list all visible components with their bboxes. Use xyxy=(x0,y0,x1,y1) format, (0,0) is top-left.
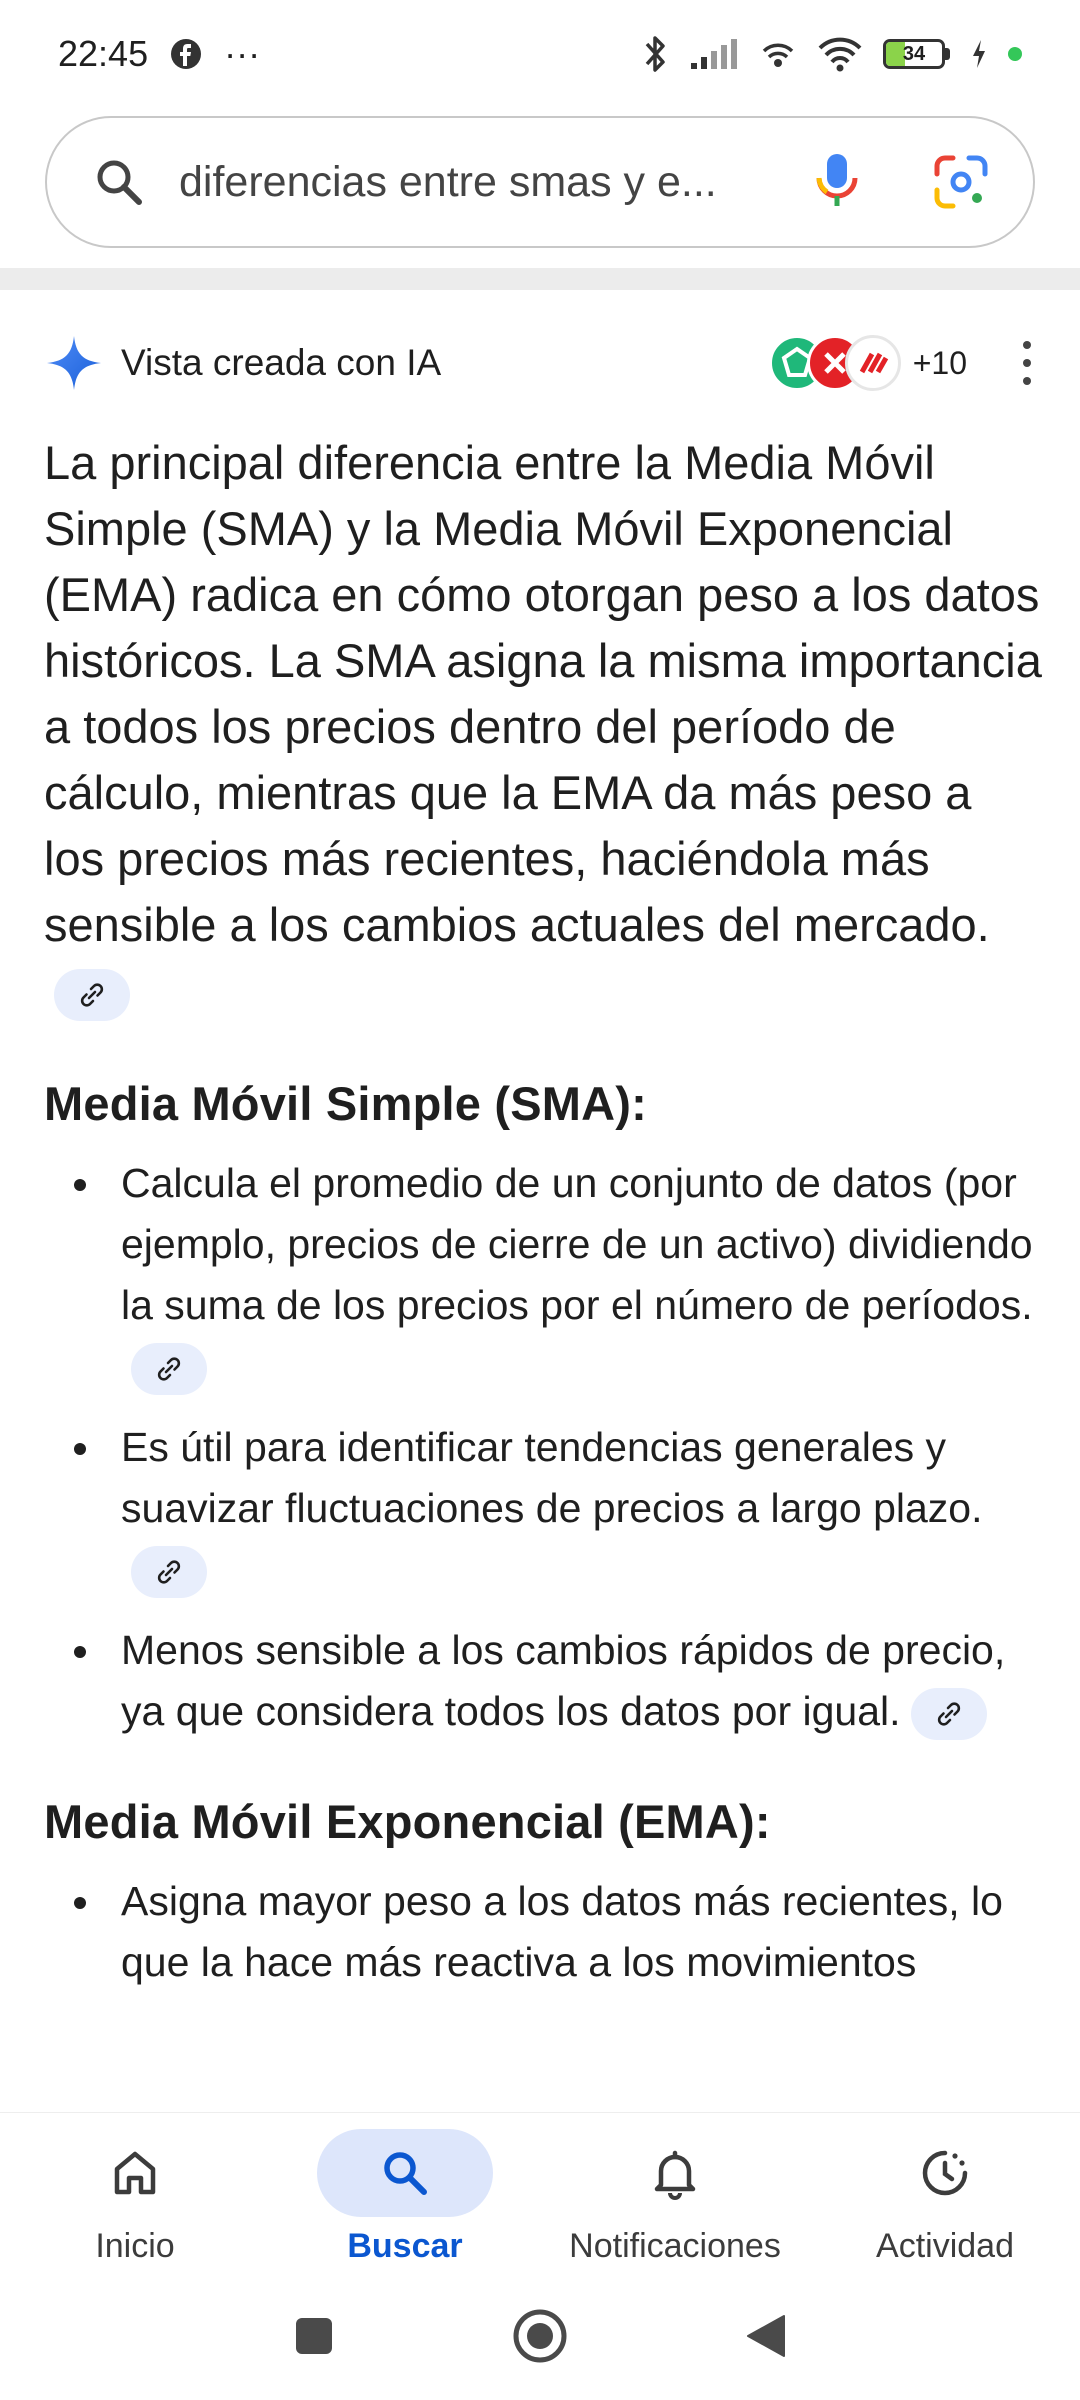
more-dot xyxy=(1023,377,1031,385)
intro-text: La principal diferencia entre la Media Móvil Simple (SMA) y la Media Móvil Exponencial (EMA) radica en cómo otorgan peso a los datos históricos. La SMA asigna la misma importancia a todos los precios dentro del período de cálculo, mientras que la EMA da más peso a los precios más recientes, haciéndola más sensible a los cambios actuales del mercado. xyxy=(44,436,1042,951)
nav-item-buscar[interactable] xyxy=(270,2113,540,2272)
bullet-text: Calcula el promedio de un conjunto de datos (por ejemplo, precios de cierre de un activo) dividiendo la suma de los precios por el número de períodos. xyxy=(121,1160,1033,1328)
source-logo-icon xyxy=(856,346,890,380)
square-icon xyxy=(294,2316,334,2356)
more-dot xyxy=(1023,341,1031,349)
more-dot xyxy=(1023,359,1031,367)
bullet-text: Menos sensible a los cambios rápidos de precio, ya que considera todos los datos por igual. xyxy=(121,1627,1006,1734)
facebook-icon xyxy=(170,38,202,70)
list-item xyxy=(44,1153,1044,1397)
link-icon xyxy=(934,1699,964,1729)
home-icon xyxy=(107,2145,163,2201)
link-icon xyxy=(154,1354,184,1384)
list-item xyxy=(44,1417,1044,1600)
section-divider xyxy=(0,268,1080,290)
status-bar xyxy=(0,0,1080,108)
more-notifications-icon: ··· xyxy=(224,33,261,74)
nav-item-inicio[interactable] xyxy=(0,2113,270,2272)
nav-label[interactable]: Inicio xyxy=(95,2227,175,2265)
recents-button[interactable] xyxy=(286,2308,342,2364)
bullet-text: Es útil para identificar tendencias generales y suavizar fluctuaciones de precios a largo plazo. xyxy=(121,1424,983,1531)
triangle-back-icon xyxy=(744,2312,788,2360)
charging-icon xyxy=(970,38,988,70)
nav-icon-wrap[interactable] xyxy=(317,2129,493,2217)
source-count[interactable]: +10 xyxy=(912,344,967,381)
section-title-sma: Media Móvil Simple (SMA): xyxy=(44,1077,647,1130)
status-left xyxy=(58,33,260,75)
sma-bullet-list xyxy=(44,1153,1044,1742)
battery-tip xyxy=(945,48,950,60)
ema-bullet-list xyxy=(44,1871,1044,1993)
battery-body xyxy=(883,39,945,69)
source-link-button[interactable] xyxy=(911,1688,987,1740)
google-lens-icon[interactable] xyxy=(931,152,991,212)
ai-overview-title: Vista creada con IA xyxy=(121,342,442,383)
battery-indicator xyxy=(883,39,950,69)
nav-icon-wrap[interactable] xyxy=(857,2129,1033,2217)
source-link-button[interactable] xyxy=(131,1343,207,1395)
bell-icon xyxy=(647,2145,703,2201)
search-icon[interactable] xyxy=(91,154,147,210)
more-options-button[interactable] xyxy=(1019,341,1035,385)
wifi-icon xyxy=(817,36,863,72)
list-item xyxy=(44,1620,1044,1742)
bottom-navigation xyxy=(0,2112,1080,2272)
nav-item-notificaciones[interactable] xyxy=(540,2113,810,2272)
nav-label[interactable]: Buscar xyxy=(347,2227,463,2265)
status-right xyxy=(641,34,1022,74)
search-query[interactable]: diferencias entre smas y e... xyxy=(179,157,717,206)
source-link-button[interactable] xyxy=(54,969,130,1021)
circle-icon xyxy=(512,2308,568,2364)
search-header xyxy=(0,108,1080,268)
bluetooth-icon xyxy=(641,34,669,74)
ai-overview-intro xyxy=(44,430,1044,1024)
gemini-sparkle-icon xyxy=(45,334,103,392)
source-link-button[interactable] xyxy=(131,1546,207,1598)
system-navigation xyxy=(0,2272,1080,2400)
hotspot-icon xyxy=(759,35,797,73)
status-time: 22:45 xyxy=(58,33,149,74)
link-icon xyxy=(77,980,107,1010)
activity-icon xyxy=(917,2145,973,2201)
microphone-icon[interactable] xyxy=(809,150,865,214)
source-favicon-3[interactable] xyxy=(845,335,901,391)
link-icon xyxy=(154,1557,184,1587)
cellular-signal-icon xyxy=(689,37,739,71)
nav-icon-wrap[interactable] xyxy=(587,2129,763,2217)
section-title-ema: Media Móvil Exponencial (EMA): xyxy=(44,1795,771,1848)
nav-label[interactable]: Notificaciones xyxy=(569,2227,781,2265)
back-button[interactable] xyxy=(738,2308,794,2364)
home-button[interactable] xyxy=(512,2308,568,2364)
bullet-text: Asigna mayor peso a los datos más recientes, lo que la hace más reactiva a los movimientos xyxy=(121,1878,1003,1985)
search-input[interactable] xyxy=(45,116,1035,248)
nav-item-actividad[interactable] xyxy=(810,2113,1080,2272)
search-icon xyxy=(377,2145,433,2201)
ai-overview-header xyxy=(0,330,1080,396)
nav-icon-wrap[interactable] xyxy=(47,2129,223,2217)
nav-label[interactable]: Actividad xyxy=(876,2227,1014,2265)
sources-stack[interactable] xyxy=(769,335,967,391)
list-item xyxy=(44,1871,1044,1993)
ai-overview-content xyxy=(44,430,1044,2110)
privacy-dot-icon xyxy=(1008,47,1022,61)
battery-level: 34 xyxy=(902,43,926,65)
